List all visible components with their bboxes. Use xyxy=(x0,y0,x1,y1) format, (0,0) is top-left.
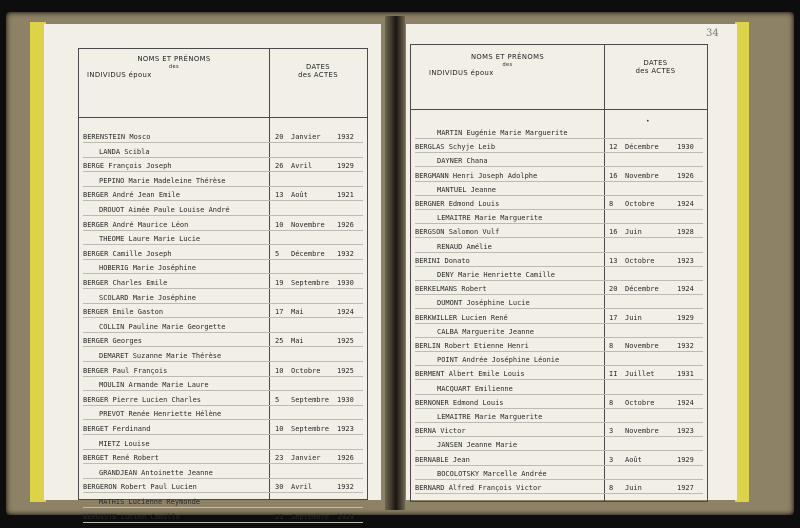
spouse-name: JANSEN Jeanne Marie xyxy=(437,441,518,450)
entry-rule xyxy=(415,422,703,423)
entry-rule xyxy=(415,308,703,309)
entry-rule xyxy=(415,294,703,295)
act-month: Août xyxy=(291,191,308,200)
act-day: 17 xyxy=(609,313,618,322)
dates-header xyxy=(269,63,367,79)
individual-name: BERMENT Albert Emile Louis xyxy=(415,370,525,379)
entry-rule xyxy=(83,390,363,391)
entry-rule xyxy=(415,394,703,395)
act-year: 1929 xyxy=(677,313,694,322)
act-year: 1924 xyxy=(677,398,694,407)
entry-rule xyxy=(83,346,363,347)
spouse-name: MARTIN Eugénie Marie Marguerite xyxy=(437,129,568,137)
individual-name: BERNARD Alfred François Victor xyxy=(415,484,542,492)
act-year: 1923 xyxy=(677,427,694,436)
act-year: 1928 xyxy=(677,228,694,237)
act-month: Janvier xyxy=(291,454,321,463)
act-year: 1930 xyxy=(337,395,354,404)
act-month: Janvier xyxy=(291,133,321,141)
act-day: 5 xyxy=(275,249,280,258)
act-year: 1929 xyxy=(337,162,354,171)
individual-name: BERGE François Joseph xyxy=(83,162,172,171)
act-day: 10 xyxy=(275,220,284,229)
spouse-name: MANTUEL Jeanne xyxy=(437,185,497,194)
act-year: 1926 xyxy=(337,220,354,229)
entry-rule xyxy=(415,266,703,267)
entry-rule xyxy=(83,230,363,231)
spouse-name: PEPINO Marie Madeleine Thérèse xyxy=(99,176,226,185)
act-year: 1924 xyxy=(337,308,354,317)
act-day: 21 xyxy=(275,512,284,521)
spouse-name: COLLIN Pauline Marie Georgette xyxy=(99,322,226,331)
entry-rule xyxy=(83,303,363,304)
act-day: 23 xyxy=(275,454,284,463)
act-year: 1921 xyxy=(337,191,354,200)
act-year: 1925 xyxy=(337,337,354,346)
act-year: 1924 xyxy=(677,285,694,294)
individual-name: BERGERON Robert Paul Lucien xyxy=(83,483,197,492)
spouse-name: GRANDJEAN Antoinette Jeanne xyxy=(99,468,213,477)
individual-name: BERINI Donato xyxy=(415,256,470,265)
act-day: 3 xyxy=(609,427,614,436)
entry-rule xyxy=(415,223,703,224)
dates-header-title: DATES xyxy=(643,59,668,67)
act-day: 19 xyxy=(275,279,284,287)
act-day: 8 xyxy=(609,398,614,407)
act-month: Décembre xyxy=(625,143,659,152)
entry-rule xyxy=(83,463,363,464)
act-day: 13 xyxy=(609,256,618,265)
right-page-edge xyxy=(735,22,749,502)
act-month: Septembre xyxy=(291,395,329,404)
entry-rule xyxy=(415,252,703,253)
spouse-name: LEMAITRE Marie Marguerite xyxy=(437,413,543,421)
header-divider xyxy=(411,109,707,110)
act-year: 1932 xyxy=(337,249,354,258)
right-page xyxy=(406,24,737,500)
spouse-name: DEMARET Suzanne Marie Thérèse xyxy=(99,352,222,360)
entry-rule xyxy=(83,434,363,435)
spouse-name: MATHIS Lucienne Reymonde xyxy=(99,498,201,506)
act-month: Septembre xyxy=(291,425,329,433)
spouse-name: DENY Marie Henriette Camille xyxy=(437,271,556,279)
act-month: Septembre xyxy=(291,279,329,287)
column-divider xyxy=(604,45,605,501)
names-header-sub: INDIVIDUS époux xyxy=(429,69,494,77)
act-year: 1932 xyxy=(337,483,354,492)
right-register-table xyxy=(410,44,708,502)
entry-rule xyxy=(415,195,703,196)
act-day: 30 xyxy=(275,483,284,492)
act-day: 10 xyxy=(275,366,284,375)
spouse-name: LEMAITRE Marie Marguerite xyxy=(437,214,543,223)
spouse-name: CALBA Marguerite Jeanne xyxy=(437,327,534,336)
spouse-name: DAYNER Chana xyxy=(437,157,488,166)
entry-rule xyxy=(83,200,363,201)
act-year: 1923 xyxy=(677,256,694,265)
entry-rule xyxy=(83,449,363,450)
individual-name: BERNA Victor xyxy=(415,427,466,436)
act-month: Juin xyxy=(625,313,642,322)
names-header-sub: INDIVIDUS époux xyxy=(87,71,152,79)
names-header xyxy=(79,55,269,79)
entry-rule xyxy=(83,171,363,172)
act-day: 13 xyxy=(275,191,284,200)
page-number: 34 xyxy=(706,28,719,39)
entry-rule xyxy=(415,408,703,409)
entry-rule xyxy=(415,337,703,338)
individual-name: BERKWILLER Lucien René xyxy=(415,313,508,322)
entry-rule xyxy=(83,215,363,216)
act-month: Décembre xyxy=(625,285,659,294)
act-month: Septembre xyxy=(291,512,329,521)
individual-name: BERGET Ferdinand xyxy=(83,425,151,433)
act-year: 1927 xyxy=(677,484,694,492)
entry-rule xyxy=(83,186,363,187)
act-day: 16 xyxy=(609,228,618,237)
individual-name: BERKELMANS Robert xyxy=(415,285,487,294)
act-month: Octobre xyxy=(291,366,321,375)
names-header-des: des xyxy=(168,64,180,70)
entry-rule xyxy=(415,181,703,182)
dates-header-sub: des ACTES xyxy=(298,71,338,79)
act-day: 8 xyxy=(609,484,614,492)
act-day: 17 xyxy=(275,308,284,317)
act-year: 1929 xyxy=(677,455,694,464)
entry-rule xyxy=(83,419,363,420)
act-month: Novembre xyxy=(291,220,325,229)
entry-rule xyxy=(83,478,363,479)
dates-header-sub: des ACTES xyxy=(635,67,676,75)
individual-name: BERNONER Edmond Louis xyxy=(415,398,504,407)
dates-header-title: DATES xyxy=(306,63,330,71)
individual-name: BERGER André Maurice Léon xyxy=(83,220,189,229)
names-header-title: NOMS ET PRÉNOMS xyxy=(470,53,545,61)
individual-name: BERGER Emile Gaston xyxy=(83,308,164,317)
individual-name: BERGER André Jean Emile xyxy=(83,191,180,200)
spouse-name: HOBERIG Marie Joséphine xyxy=(99,264,196,273)
entry-rule xyxy=(415,436,703,437)
entry-rule xyxy=(83,259,363,260)
act-month: Octobre xyxy=(625,256,655,265)
left-page xyxy=(44,24,381,521)
act-month: Avril xyxy=(291,483,313,492)
act-year: 1932 xyxy=(337,133,354,141)
spouse-name: MACQUART Emilienne xyxy=(437,384,513,393)
act-month: Mai xyxy=(291,308,304,317)
individual-name: BERGER Paul François xyxy=(83,366,168,375)
act-year: 1926 xyxy=(677,171,694,180)
spouse-name: MIETZ Louise xyxy=(99,439,150,448)
act-year: 1929 xyxy=(337,512,354,521)
act-day: 20 xyxy=(275,133,284,141)
act-month: Juin xyxy=(625,484,642,492)
dates-header xyxy=(604,59,707,75)
act-day: 10 xyxy=(275,425,284,433)
act-year: 1923 xyxy=(337,425,354,433)
spouse-name: PREVOT Renée Henriette Hélène xyxy=(99,410,222,419)
act-month: Novembre xyxy=(625,342,659,350)
entry-rule xyxy=(83,273,363,274)
act-year: 1930 xyxy=(677,143,694,152)
spouse-name: MOULIN Armande Marie Laure xyxy=(99,381,209,390)
act-month: Juillet xyxy=(625,370,655,379)
spouse-name: POINT Andrée Joséphine Léonie xyxy=(437,356,560,365)
individual-name: BERGMANN Henri Joseph Adolphe xyxy=(415,171,538,180)
act-month: Avril xyxy=(291,162,313,171)
entry-rule xyxy=(415,323,703,324)
entry-rule xyxy=(415,280,703,281)
individual-name: BERNABLE Jean xyxy=(415,455,470,464)
act-day: 5 xyxy=(275,395,280,404)
act-day: II xyxy=(609,370,618,379)
act-day: 25 xyxy=(275,337,284,346)
header-divider xyxy=(79,117,367,118)
spouse-name: SCOLARD Marie Joséphine xyxy=(99,293,196,302)
entry-rule xyxy=(415,493,703,494)
ink-dot: • xyxy=(646,118,650,125)
entry-rule xyxy=(415,209,703,210)
individual-name: BERLIN Robert Etienne Henri xyxy=(415,342,529,350)
act-month: Mai xyxy=(291,337,304,346)
names-header-title: NOMS ET PRÉNOMS xyxy=(137,55,211,63)
entry-rule xyxy=(83,332,363,333)
act-day: 8 xyxy=(609,200,614,208)
individual-name: BERGET René Robert xyxy=(83,454,159,463)
entry-rule xyxy=(83,492,363,493)
individual-name: BERGER Georges xyxy=(83,337,143,346)
entry-rule xyxy=(415,152,703,153)
entry-rule xyxy=(83,522,363,523)
entry-rule xyxy=(415,351,703,352)
names-header xyxy=(411,53,604,77)
act-month: Août xyxy=(625,455,642,464)
spouse-name: RENAUD Amélie xyxy=(437,242,492,251)
act-day: 20 xyxy=(609,285,618,294)
names-header-des: des xyxy=(502,62,513,68)
spouse-name: DUMONT Joséphine Lucie xyxy=(437,299,530,308)
act-month: Novembre xyxy=(625,427,659,436)
spouse-name: DROUOT Aimée Paule Louise André xyxy=(99,206,230,214)
individual-name: BERGSON Salomon Vulf xyxy=(415,228,500,237)
entry-rule xyxy=(415,479,703,480)
act-month: Novembre xyxy=(625,171,659,180)
entry-rule xyxy=(83,376,363,377)
act-month: Décembre xyxy=(291,249,325,258)
entry-rule xyxy=(83,317,363,318)
act-year: 1926 xyxy=(337,454,354,463)
individual-name: BERGLAS Schyje Leib xyxy=(415,143,496,152)
act-month: Juin xyxy=(625,228,642,237)
act-day: 26 xyxy=(275,162,284,171)
individual-name: BERGISTE Lucien Camille xyxy=(83,512,180,521)
act-day: 16 xyxy=(609,171,618,180)
act-year: 1932 xyxy=(677,342,694,350)
entry-rule xyxy=(83,244,363,245)
spouse-name: THEOME Laure Marie Lucie xyxy=(99,235,201,244)
act-year: 1930 xyxy=(337,279,354,287)
act-month: Octobre xyxy=(625,398,655,407)
spouse-name: LANDA Scibla xyxy=(99,147,150,156)
individual-name: BERGNER Edmond Louis xyxy=(415,200,500,208)
act-day: 8 xyxy=(609,342,614,350)
individual-name: BERGER Charles Emile xyxy=(83,279,168,287)
entry-rule xyxy=(415,166,703,167)
entry-rule xyxy=(415,465,703,466)
entry-rule xyxy=(415,138,703,139)
act-day: 3 xyxy=(609,455,614,464)
entry-rule xyxy=(83,405,363,406)
left-register-table xyxy=(78,48,368,521)
entry-rule xyxy=(415,379,703,380)
act-year: 1925 xyxy=(337,366,354,375)
entry-rule xyxy=(83,507,363,508)
spouse-name: BOCOLOTSKY Marcelle Andrée xyxy=(437,469,547,478)
entry-rule xyxy=(415,237,703,238)
entry-rule xyxy=(83,142,363,143)
individual-name: BERGER Camille Joseph xyxy=(83,249,172,258)
entry-rule xyxy=(83,288,363,289)
act-month: Octobre xyxy=(625,200,655,208)
act-year: 1924 xyxy=(677,200,694,208)
entry-rule xyxy=(415,450,703,451)
act-year: 1931 xyxy=(677,370,694,379)
entry-rule xyxy=(83,361,363,362)
book-gutter xyxy=(385,16,405,510)
individual-name: BERENSTEIN Mosco xyxy=(83,133,151,141)
act-day: 12 xyxy=(609,143,618,152)
individual-name: BERGER Pierre Lucien Charles xyxy=(83,395,202,404)
entry-rule xyxy=(83,157,363,158)
entry-rule xyxy=(415,365,703,366)
